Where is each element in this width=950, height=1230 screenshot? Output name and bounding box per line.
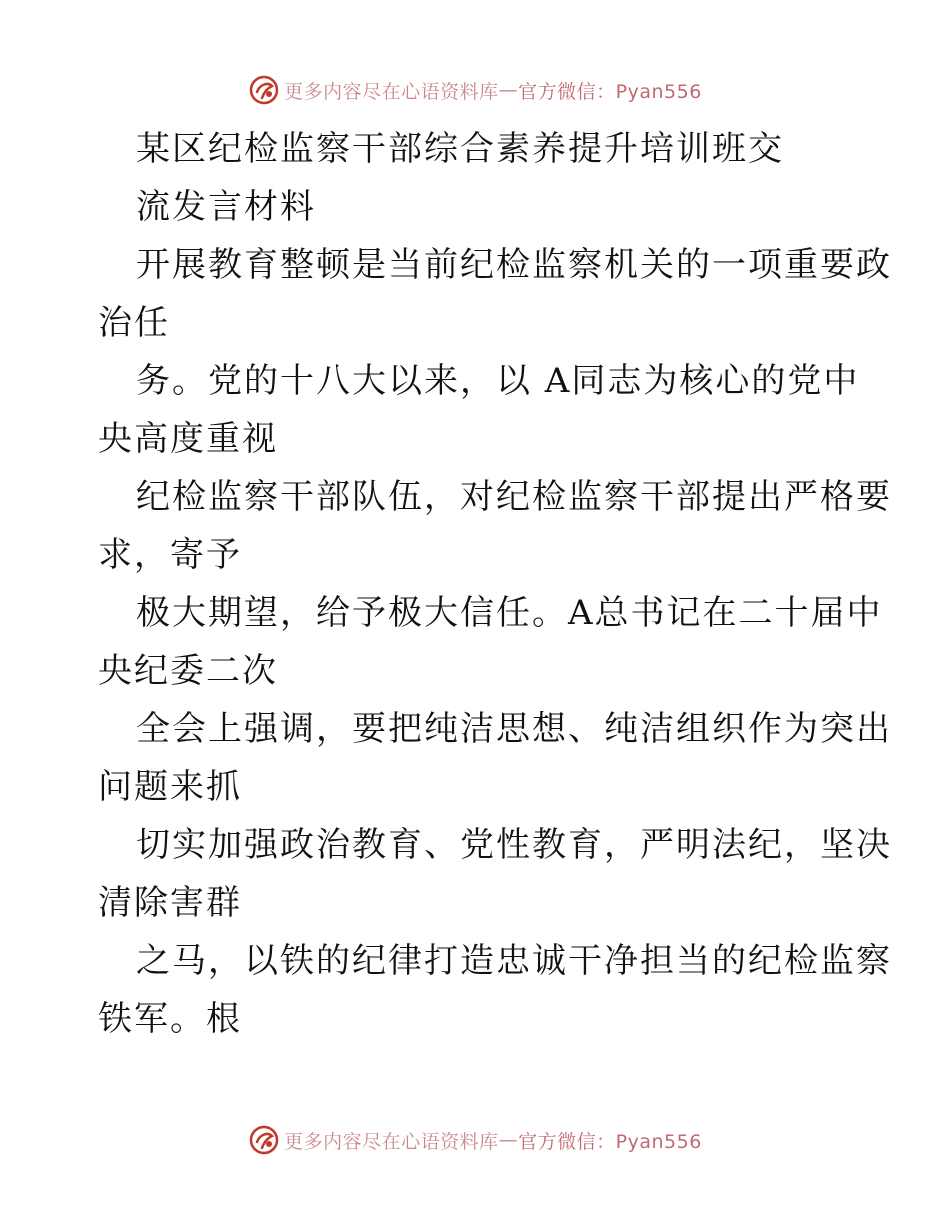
- document-line: 清除害群: [98, 883, 242, 923]
- library-logo-icon: [248, 1124, 280, 1156]
- document-line: 极大期望，给予极大信任。A总书记在二十届中: [136, 593, 883, 633]
- document-body: [98, 120, 892, 1048]
- document-line: 央高度重视: [98, 419, 278, 459]
- watermark-contact: 官方微信：Pyan556: [518, 80, 702, 103]
- header-watermark: [0, 70, 950, 110]
- library-logo-icon: [248, 74, 280, 106]
- footer-watermark: [0, 1120, 950, 1160]
- document-line: 开展教育整顿是当前纪检监察机关的一项重要政: [136, 245, 892, 285]
- document-line: 流发言材料: [136, 187, 316, 227]
- document-line: 央纪委二次: [98, 651, 278, 691]
- document-line: 某区纪检监察干部综合素养提升培训班交: [136, 129, 784, 169]
- watermark-dash: —: [498, 79, 519, 101]
- document-line: 务。党的十八大以来，以 A同志为核心的党中: [136, 361, 860, 401]
- document-line: 治任: [98, 303, 170, 343]
- document-line: 问题来抓: [98, 767, 242, 807]
- document-line: 切实加强政治教育、党性教育，严明法纪，坚决: [136, 825, 892, 865]
- document-line: 纪检监察干部队伍，对纪检监察干部提出严格要: [136, 477, 892, 517]
- watermark-dash: —: [498, 1129, 519, 1151]
- watermark-text: 更多内容尽在心语资料库: [284, 80, 499, 103]
- document-line: 全会上强调，要把纯洁思想、纯洁组织作为突出: [136, 709, 892, 749]
- document-line: 求，寄予: [98, 535, 242, 575]
- document-line: 铁军。根: [98, 999, 242, 1039]
- watermark-contact: 官方微信：Pyan556: [518, 1130, 702, 1153]
- watermark-text: 更多内容尽在心语资料库: [284, 1130, 499, 1153]
- document-line: 之马，以铁的纪律打造忠诚干净担当的纪检监察: [136, 941, 892, 981]
